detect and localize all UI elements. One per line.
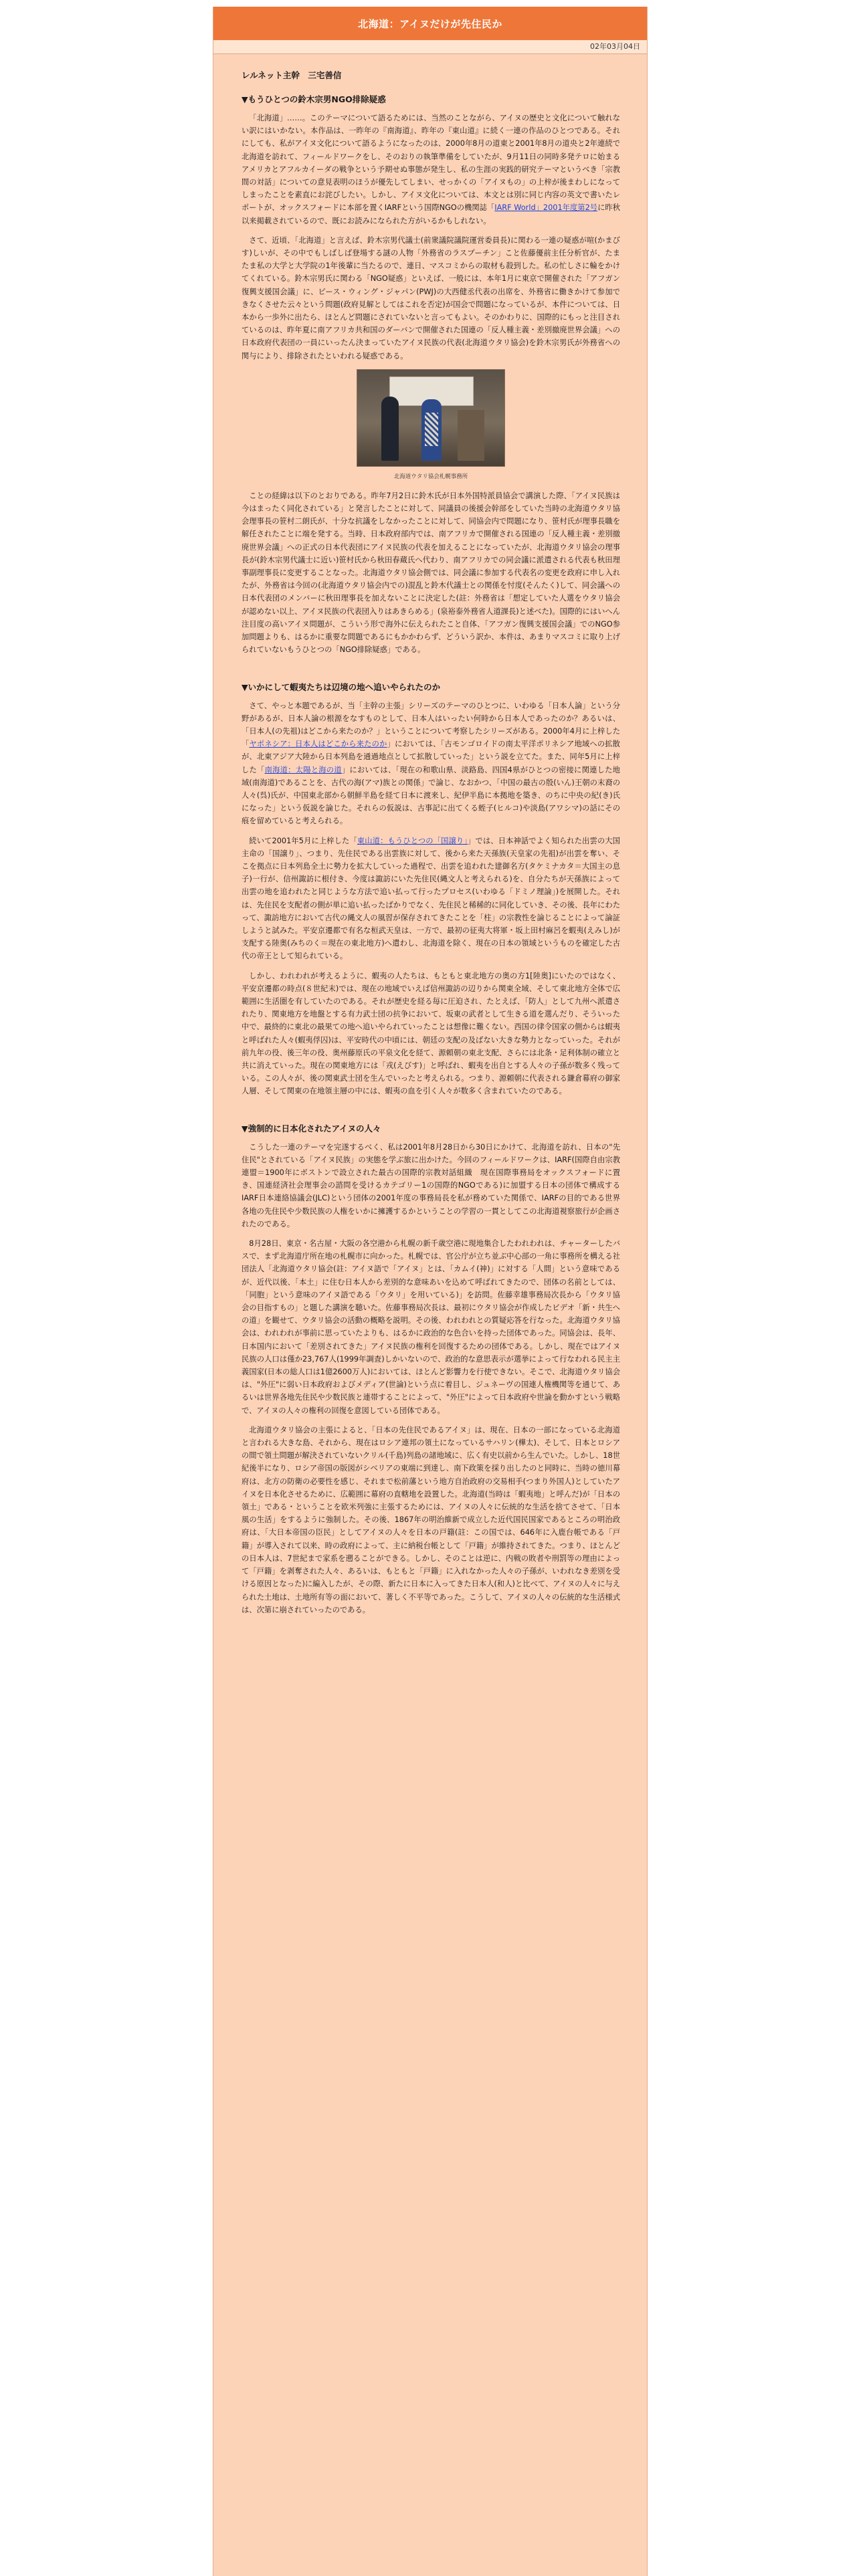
paragraph: しかし、われわれが考えるように、蝦夷の人たちは、もともと東北地方の奥の方1[陸奥]にいたのではなく、平安京遷都の時点(８世紀末)では、現在の地域でいえば信州諏訪の辺りから関東全域、そして東北地方全体で広範囲に生活圏を有していたのである。それが歴史を経る毎に圧迫され、たとえば、「防人」として九州へ派遣されたり、関東地方を地盤とする有力武士団の抗争において、坂東の武者として生きる道を選んだり、そういった中で、最終的に東北の最果ての地へ追いやられていったことは想像に難くない。西国の律令国家の側からは蝦夷と呼ばれた人々(蝦夷俘囚)は、平安時代の中頃には、朝廷の支配の及ばない大きな勢力となっていった。それが前九年の役、後三年の役、奥州藤原氏の平泉文化を経て、源頼朝の東北支配、さらには北条・足利体制の確立と共に消えていった。現在の関東地方には「戎(えびす)」と呼ばれ、蝦夷を出自とする人々の子孫が数多く残っている。この人々が、後の関東武士団を生んでいったと考えられる。つまり、源頼朝に代表される鎌倉幕府の御家人層、そして関東の在地領主層の中には、蝦夷の血を引く人々が数多く含まれていたのである。 xyxy=(242,971,620,1096)
photo-person xyxy=(381,397,399,461)
article-page xyxy=(213,7,648,2576)
author-line: レルネット主幹 三宅善信 xyxy=(242,70,342,80)
paragraph-text: 」においては、「古モンゴロイドの南太平洋ポリネシア地域への拡散が、北東アジア大陸から日本列島を通過地点として拡散していった」という説を立てた。また、同年5月に上梓した「 xyxy=(242,740,620,774)
section-heading-ngo: ▼もうひとつの鈴木宗男NGO排除疑惑 xyxy=(242,94,386,104)
page-title: 北海道：アイヌだけが先住民か xyxy=(358,17,502,30)
paragraph-text: 」においては、「現在の和歌山県、淡路島、四国4県がひとつの密接に関連した地域(南海道)であることを、古代の海(アマ)族との関係」で論じ、なおかつ、「中国の最古の殷(いん)王朝の末裔の人々(呉)氏が、中国東北部から朝鮮半島を経て日本に渡来し、紀伊半島に本拠地を築き、のちに中央の紀(き)氏になった」という仮説を論じた。それらの仮説は、古事記に出てくる蛭子(ヒルコ)や淡島(アワシマ)の話にその痕を留めていると考えられる。 xyxy=(242,765,620,826)
paragraph: ことの経緯は以下のとおりである。昨年7月2日に鈴木氏が日本外国特派員協会で講演した際、「アイヌ民族は今はまったく同化されている」と発言したことに対して、同議員の後援会幹部をしていた当時の北海道ウタリ協会理事長の笹村二朗氏が、十分な抗議をしなかったことに対して、同協会内で問題になり、笹村氏が理事長職を解任されたことに端を発する。当時、日本政府部内では、南アフリカで開催される国連の「反人種主義・差別撤廃世界会議」への正式の日本代表団にアイヌ民族の代表を加えることになっていたが、北海道ウタリ協会の理事長が(鈴木宗男代議士に近い)笹村氏から秋田春蔵氏へ代わり、南アフリカでの同会議に派遣される代表も秋田理事副理事長に変更することなった。北海道ウタリ協会側では、同会議に参加する代表名の変更を政府に申し入れたが、外務省は今回の(北海道ウタリ協会内での)混乱と鈴木代議士との関係を忖度(そんたく)して、同会議への日本代表団のメンバーに秋田理事長を加えないことに決定した(註：外務省は「想定していた人選をウタリ協会が認めない以上、アイヌ民族の代表団入りはあきらめる」(泉裕泰外務省人道課長)と述べた)。国際的にはいへん注目度の高いアイヌ問題が、こういう形で海外に伝えられたこと自体、「アフガン復興支援国会議」でのNGO参加問題よりも、はるかに重要な問題であるにもかかわらず、どういう訳か、本件は、あまりマスコミに取り上げられていないもうひとつの「NGO排除疑惑」である。 xyxy=(242,491,620,655)
figure xyxy=(242,369,620,480)
tosando-link[interactable]: 東山道：もうひとつの「国譲り」 xyxy=(357,836,468,845)
title-bar xyxy=(213,7,647,40)
iarf-world-link[interactable]: IARF World」2001年度第2号 xyxy=(494,203,598,213)
article-body xyxy=(213,54,647,1636)
photo-person-costume xyxy=(421,399,442,461)
photo-person xyxy=(458,410,484,461)
section-spacer xyxy=(242,663,620,681)
paragraph-text: 」では、日本神話でよく知られた出雲の大国主命の「国譲り」、つまり、先住民である出雲族に対して、後から来た天孫族(天皇家の先祖)が出雲を奪い、そこを拠点に日本列島全土に勢力を拡大していった過程で、出雲を追われた建御名方(タケミナカタ＝大国主の息子)一行が、信州諏訪に根付き、今度は諏訪にいた先住民(縄文人と考えられる)を、自分たちが天孫族によって出雲の地を追われたと同じような方法で追い払って行ったプロセス(いわゆる「ドミノ理論」)を展開した。それは、先住民を支配者の側が単に追い払ったばかりでなく、先住民と稀稀的に同化していき、その後、長年にわたって、諏訪地方において古代の縄文人の風習が保存されてきたことを「柱」の宗教性を論じることによって論証しようと試みた。平安京遷都で有名な桓武天皇は、一方で、最初の征夷大将軍・坂上田村麻呂を蝦夷(えみし)が支配する陸奥(みちのく＝現在の東北地方)へ遣わし、北海道を除く、現在の日本の領域というものを確定した古代の帝王として知られている。 xyxy=(242,836,620,961)
utari-office-photo xyxy=(357,369,505,467)
paragraph-text: さて、やっと本題であるが、当「主幹の主張」シリーズのテーマのひとつに、いわゆる「日本人論」という分野があるが、日本人論の根源をなすものとして、日本人はいったい何時から日本人であったのか？あるいは、「日本人(の先祖)はどこから来たのか？」ということについて考察したシリーズがある。2000年4月に上梓した「 xyxy=(242,701,620,749)
paragraph-text: 「北海道」……。このテーマについて語るためには、当然のことながら、アイヌの歴史と文化について触れない訳にはいかない。本作品は、一昨年の『南海道』、昨年の『東山道』に続く一連の作品のひとつである。それにしても、私がアイヌ文化について語るようになったのは、2000年8月の道東と2001年8月の道央と2年連続で北海道を訪れて、フィールドワークをし、そのおりの執筆準備をしていたが、9月11日の同時多発テロに始まるアメリカとアフルカイーダの戦争という予期せぬ事態が発生し、私の生涯の実践的研究テーマというべき「宗教間の対話」についての意見表明のほうが優先してしまい、せっかくの「アイヌもの」の上梓が後まわしになってしまったことを素直にお詫びしたい。しかし、アイヌ文化については、本文とは別に同じ内容の英文で書いたレポートが、オックスフォードに本部を置くIARFという国際NGOの機関誌「 xyxy=(242,114,620,213)
paragraph: 8月28日、東京・名古屋・大阪の各空港から札幌の新千歳空港に現地集合したわれわれは、チャーターしたバスで、まず北海道庁所在地の札幌市に向かった。札幌では、官公庁が立ち並ぶ中心部の一角に事務所を構える社団法人「北海道ウタリ協会(註：アイヌ語で「アイヌ」とは、「カムイ(神)」に対する「人間」という意味であるが、近代以後、「本土」に住む日本人から差別的な意味あいを込めて呼ばれてきたので、団体の名前としては、「同胞」という意味のアイヌ語である「ウタリ」を用いている)」を訪問。佐藤幸雄事務局次長から「ウタリ協会の目指すもの」と題した講演を聴いた。佐藤事務局次長は、最初にウタリ協会が作成したビデオ「新・共生への道」を観せて、ウタリ協会の活動の概略を説明。その後、われわれとの質疑応答を行なった。北海道ウタリ協会は、われわれが事前に思っていたよりも、はるかに政治的な色合いを持った団体であった。同協会は、長年、日本国内において「差別されてきた」アイヌ民族の権利を回復するための団体である。しかし、現在ではアイヌ民族の人口は僅か23,767人(1999年調査)しかいないので、政治的な意思表示が選挙によって行なわれる民主主義国家(日本の総人口は1億2600万人)においては、ほとんど影響力を行使できない。そこで、北海道ウタリ協会は、"外圧"に弱い日本政府およびメディア(世論)という点に着目し、ジュネーヴの国連人権機関等を通じて、あるいは世界各地先住民や少数民族と連帯することによって、"外圧"によって日本政府や世論を動かすという戦略で、アイヌの人々の権利の回復を意図している団体である。 xyxy=(242,1239,620,1415)
yaponesia-link[interactable]: ヤポネシア：日本人はどこから来たのか xyxy=(249,740,387,749)
publish-date: 02年03月04日 xyxy=(590,42,640,51)
paragraph xyxy=(242,835,620,963)
paragraph: こうした一連のテーマを完遂するべく、私は2001年8月28日から30日にかけて、北海道を訪れ、日本の"先住民"とされている「アイヌ民族」の実態を学ぶ旅に出かけた。今回のフィールドワークは、IARF(国際自由宗教連盟＝1900年にボストンで設立された最古の国際的宗教対話組織 現在国際事務局をオックスフォードに置き、国連経済社会理事会の諮問を受けるカテゴリー1の国際的NGOである)に加盟する日本の団体で構成するIARF日本連絡協議会(JLC)という団体の2001年度の事務局長を私が務めていた関係で、IARFの目的である世界各地の先住民や少数民族の人権をいかに擁護するかということの学習の一貫としてこの北海道視察旅行が企画されたのである。 xyxy=(242,1142,620,1228)
section-spacer xyxy=(242,1105,620,1122)
paragraph xyxy=(242,700,620,828)
section-heading-assimilation: ▼強制的に日本化されたアイヌの人々 xyxy=(242,1123,381,1134)
paragraph: 北海道ウタリ協会の主張によると、「日本の先住民であるアイヌ」は、現在、日本の一部になっている北海道と言われる大きな島、それから、現在はロシア連邦の領土になっているサハリン(樺太)、そして、日本とロシアの間で領土問題が解決されていないクリル(千島)列島の諸地域に、広く有史以前から生んでいた。しかし、18世紀後半になり、ロシア帝国の版図がシベリアの東端に到達し、南下政策を採り出したのと同時に、当時の徳川幕府は、北方の防衛の必要性を感じ、それまで松前藩という地方自治政府の交易相手(つまり外国人)としていたアイヌを日本化させるために、広範囲に幕府の直轄地を設置した。北海道(当時は「蝦夷地」と呼んだ)が「日本の領土」である・ということを欧米列強に主張するためには、アイヌの人々に伝統的な生活を捨てさせて、「日本風の生活」をするように強制した。その後、1867年の明治維新で成立した近代国民国家であるところの明治政府は、「大日本帝国の臣民」としてアイヌの人々を日本の戸籍(註：この国では、646年に入鹿台帳である「戸籍」が導入されて以来、時の政府によって、主に納税台帳として「戸籍」が維持されてきた。つまり、ほとんどの日本人は、7世紀まで家系を遡ることができる。しかし、そのことは逆に、内戦の敗者や刑罰等の理由によって「戸籍」を剥奪された人々、あるいは、もともと「戸籍」に入れなかった人々の子孫が、いわれなき差別を受ける原因となった)に編入したが、その際、新たに日本に入ってきた日本人(和人)と比べて、アイヌの人々に与えられた土地は、土地所有等の面において、著しく不平等であった。こうして、アイヌの人々の伝統的な生活様式は、次第に崩されていったのである。 xyxy=(242,1425,620,1614)
paragraph: さて、近頃、「北海道」と言えば、鈴木宗男代議士(前衆議院議院運営委員長)に関わる一連の疑惑が喧(かまびす)しいが、その中でもしばしば登場する謎の人物「外務省のラスプーチン」こと佐藤優前主任分析官が、たまたま私の大学と大学院の1年後輩に当たるので、連日、マスコミからの取材も殺到した。私の忙しさに輪をかけてくれている。鈴木宗男氏に関わる「NGO疑惑」といえば、一般には、本年1月に東京で開催された「アフガン復興支援国会議」に、ピース・ウィング・ジャパン(PWJ)の大西健丞代表の出席を、外務省に働きかけて参加できなくさせた云々という問題(政府見解としてはこれを否定)が国会で問題になっているが、本件については、日本から一歩外に出たら、ほとんど問題にされていないと言ってもよい。そのかわりに、国際的にもっと注目されているのは、昨年夏に南アフリカ共和国のダーバンで開催された国連の「反人種主義・差別撤廃世界会議」への日本政府代表団の一員にいったん決まっていたアイヌ民族の代表(北海道ウタリ協会)を鈴木宗男氏が外務省への関与により、排除されたといわれる疑惑である。 xyxy=(242,235,620,360)
paragraph-text: 続いて2001年5月に上梓した「 xyxy=(249,836,357,845)
paragraph-text: に昨秋以来掲載されているので、既にお読みになられた方がいるかもしれない。 xyxy=(242,203,620,225)
section-heading-emishi: ▼いかにして蝦夷たちは辺境の地へ追いやられたのか xyxy=(242,681,441,692)
figure-caption: 北海道ウタリ協会札幌事務所 xyxy=(393,473,468,480)
date-bar xyxy=(213,40,647,54)
paragraph xyxy=(242,112,620,227)
nankaido-link[interactable]: 南海道：太陽と海の道 xyxy=(264,765,342,774)
